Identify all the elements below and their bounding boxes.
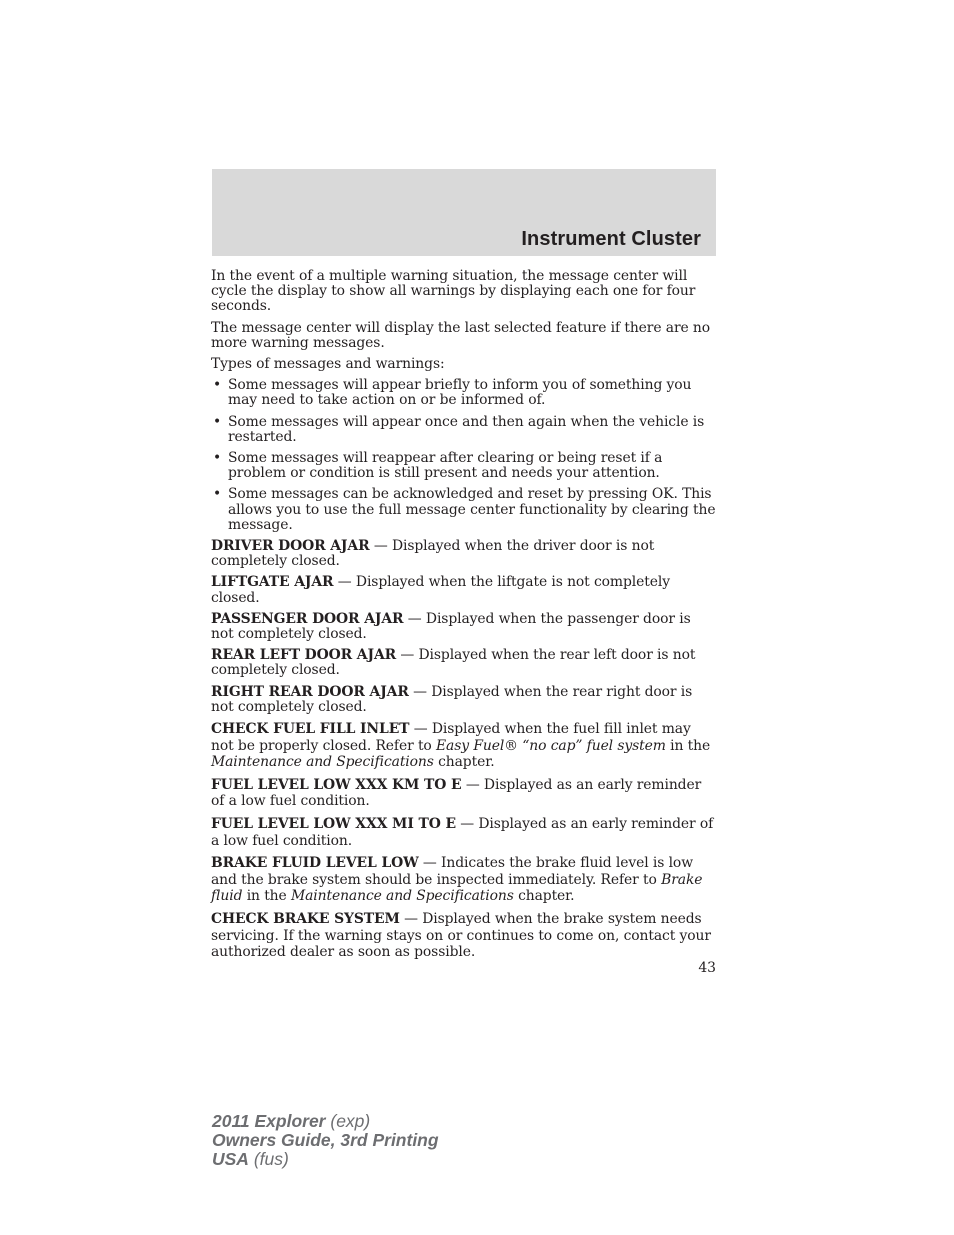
message-term: CHECK BRAKE SYSTEM bbox=[211, 911, 400, 928]
cross-reference: Brake fluid bbox=[211, 871, 703, 905]
footer-line: Owners Guide, 3rd Printing bbox=[212, 1130, 439, 1150]
message-entry: BRAKE FLUID LEVEL LOW — Indicates the brake fluid level is low and the brake system should be inspected immediately. Refer to Brake fluid in the Maintenance and Specifications chapter. bbox=[211, 855, 703, 905]
cross-reference: Maintenance and Specifications bbox=[290, 888, 514, 905]
message-description: — Displayed when the brake system needs servicing. If the warning stays on or continues to come on, contact your authorized dealer as soon as possible. bbox=[211, 911, 711, 961]
message-term: LIFTGATE AJAR bbox=[211, 574, 334, 591]
message-description: — Displayed as an early reminder of a low fuel condition. bbox=[211, 816, 714, 849]
cross-reference: Easy Fuel® “no cap” fuel system bbox=[436, 737, 666, 754]
message-term: BRAKE FLUID LEVEL LOW bbox=[211, 855, 419, 872]
message-term: DRIVER DOOR AJAR bbox=[211, 538, 370, 555]
cross-reference: Maintenance and Specifications bbox=[211, 754, 434, 771]
message-description: — Displayed when the driver door is not completely closed. bbox=[211, 538, 655, 570]
message-description: — Displayed when the rear right door is not completely closed. bbox=[211, 683, 693, 715]
section-header-band bbox=[212, 169, 716, 256]
intro-paragraph: The message center will display the last selected feature if there are no more warning messages. bbox=[211, 319, 711, 351]
message-description: — Displayed when the liftgate is not completely closed. bbox=[211, 574, 670, 606]
page-number: 43 bbox=[698, 960, 716, 976]
message-entry bbox=[211, 777, 717, 810]
message-types-list bbox=[211, 378, 717, 533]
footer-line: USA (fus) bbox=[212, 1149, 289, 1169]
message-term: CHECK FUEL FILL INLET bbox=[211, 721, 410, 738]
list-item: • Some messages will appear once and then again when the vehicle is restarted. bbox=[213, 413, 705, 445]
bullet-icon: • bbox=[213, 413, 222, 430]
intro-paragraph: Types of messages and warnings: bbox=[211, 356, 445, 373]
message-term: FUEL LEVEL LOW XXX KM TO E bbox=[211, 776, 462, 793]
bullet-icon: • bbox=[213, 486, 222, 503]
message-entry bbox=[211, 648, 717, 678]
section-title: Instrument Cluster bbox=[521, 228, 701, 250]
message-entry bbox=[211, 911, 717, 961]
message-description: — Displayed when the passenger door is not completely closed. bbox=[211, 610, 691, 643]
list-item: • Some messages can be acknowledged and reset by pressing OK. This allows you to use the full message center functionality by clearing the message. bbox=[213, 486, 716, 533]
intro-paragraph: In the event of a multiple warning situation, the message center will cycle the display to show all warnings by displaying each one for four seconds. bbox=[211, 268, 696, 315]
message-entry bbox=[211, 612, 717, 642]
message-description: — Displayed when the rear left door is not completely closed. bbox=[211, 647, 696, 679]
document-footer bbox=[212, 1112, 439, 1169]
bullet-icon: • bbox=[213, 450, 222, 467]
page-content bbox=[211, 269, 717, 967]
message-entry bbox=[211, 539, 717, 569]
message-term: PASSENGER DOOR AJAR bbox=[211, 610, 404, 627]
message-term: RIGHT REAR DOOR AJAR bbox=[211, 683, 409, 700]
footer-line: 2011 Explorer (exp) bbox=[212, 1111, 371, 1131]
message-term: REAR LEFT DOOR AJAR bbox=[211, 647, 397, 664]
message-entry: CHECK FUEL FILL INLET — Displayed when the fuel fill inlet may not be properly closed. Refer to Easy Fuel® “no cap” fuel system in the Maintenance and Specifications chapter. bbox=[211, 721, 711, 771]
list-item: • Some messages will reappear after clearing or being reset if a problem or condition is still present and needs your attention. bbox=[213, 450, 663, 482]
message-description: — Displayed as an early reminder of a low fuel condition. bbox=[211, 776, 702, 810]
bullet-icon: • bbox=[213, 377, 222, 394]
message-entry bbox=[211, 816, 717, 849]
message-entry bbox=[211, 685, 717, 715]
list-item: • Some messages will appear briefly to inform you of something you may need to take action on or be informed of. bbox=[213, 377, 692, 409]
message-term: FUEL LEVEL LOW XXX MI TO E bbox=[211, 816, 456, 833]
message-entry bbox=[211, 575, 717, 605]
